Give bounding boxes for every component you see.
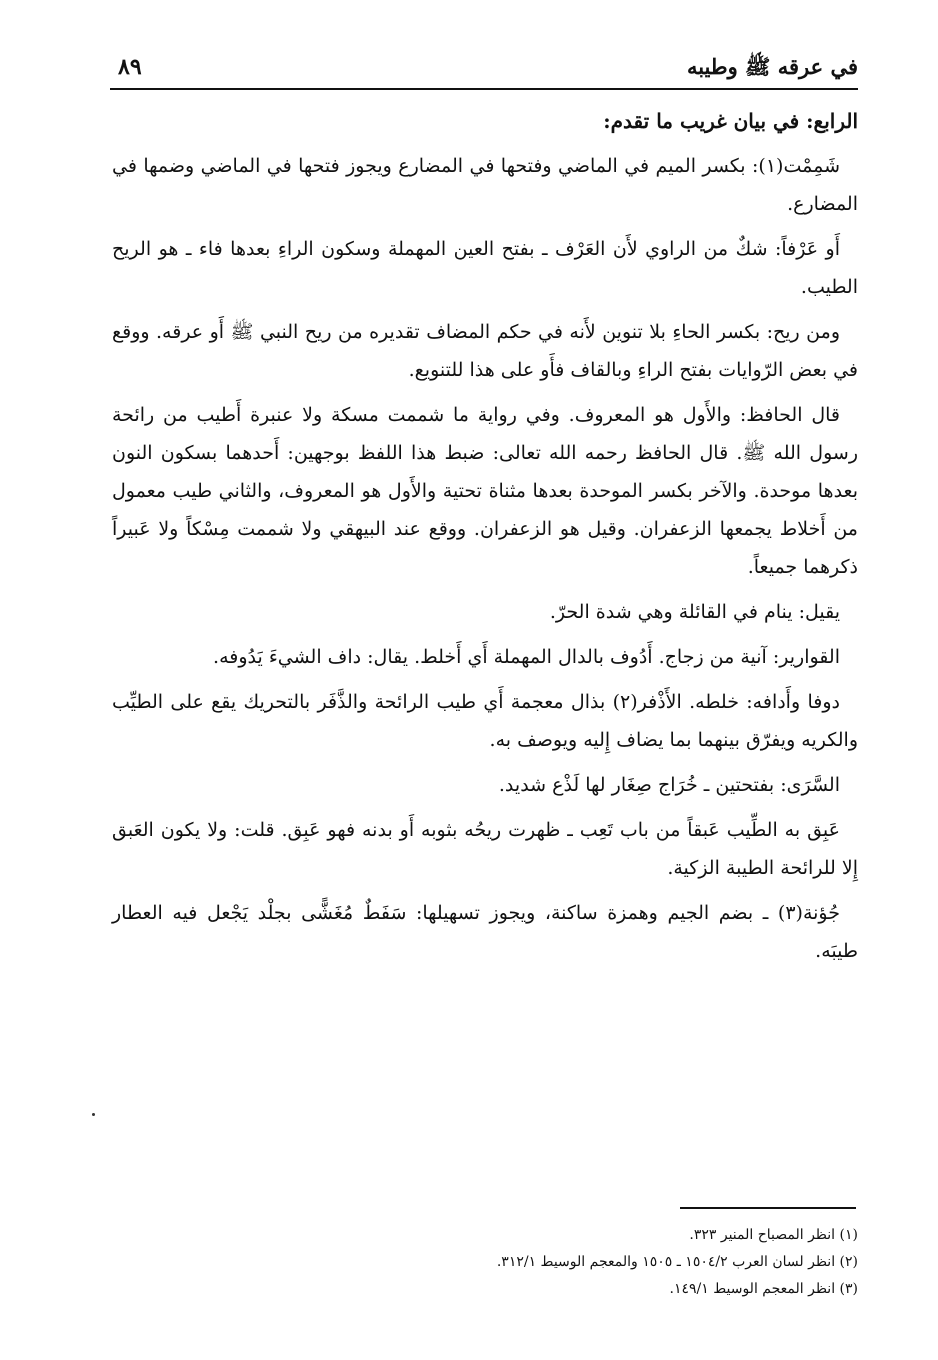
paragraph-juna: جُؤنة(٣) ـ بضم الجيم وهمزة ساكنة، ويجوز تسهيلها: سَفَطٌ مُغَشًّى بجلْد يَجْعل فيه العطار طيبَه.: [112, 902, 858, 962]
paragraph-min-rih: ومن ريح: بكسر الحاءِ بلا تنوين لأَنه في حكم المضاف تقديره من ريح النبي ﷺ أَو عرقه. ووقع في بعض الرّوايات بفتح الراءِ وبالقاف فأَو على هذا للتنويع.: [112, 321, 858, 381]
paragraph-qal-al-hafiz: قال الحافظ: والأَول هو المعروف. وفي رواية ما شممت مسكة ولا عنبرة أَطيب من رائحة رسول الله ﷺ. قال الحافظ رحمه الله تعالى: ضبط هذا اللفظ بوجهين: أَحدهما بسكون النون بعدها موحدة. والآخر بكسر الموحدة بعدها مثناة تحتية والأَول هو المعروف، والثاني طيب معمول من أَخلاط يجمعها الزعفران. وقيل هو الزعفران. ووقع عند البيهقي ولا شممت مِسْكاً ولا عَبيراً ذكرهما جميعاً.: [112, 404, 858, 578]
footnote-divider: [680, 1207, 856, 1209]
paragraph-sara: السَّرَى: بفتحتين ـ خُرَاج صِغَار لها لَذْع شديد.: [498, 774, 840, 796]
paragraph-yaqil: يقيل: ينام في القائلة وهي شدة الحرّ.: [549, 601, 840, 623]
section-heading: الرابع: في بيان غريب ما تقدم:: [603, 109, 858, 133]
paragraph-adafahu: دوفا وأَدافه: خلطه. الأَذْفر(٢) بذال معجمة أَي طيب الرائحة والذَّفَر بالتحريك يقع على الطيِّب والكريه ويفرّق بينهما بما يضاف إِليه ويوصف به.: [112, 691, 858, 751]
footnote-2: (٢) انظر لسان العرب ١٥٠٤/٢ ـ ١٥٠٥ والمعجم الوسيط ٣١٢/١.: [496, 1254, 858, 1270]
footnote-3: (٣) انظر المعجم الوسيط ١٤٩/١.: [669, 1281, 858, 1297]
scan-speck: [92, 1113, 95, 1116]
running-header: [110, 52, 858, 90]
paragraph-shamimt: شَمِمْت(١): بكسر الميم في الماضي وفتحها في المضارع ويجوز فتحها في الماضي وضمها في المضارع.: [112, 155, 858, 215]
page-number: ٨٩: [118, 54, 142, 80]
paragraph-arfan: أَو عَرْفاً: شكٌ من الراوي لأَن العَرْف ـ بفتح العين المهملة وسكون الراءِ بعدها فاء ـ هو الريح الطيب.: [112, 238, 858, 298]
main-text: [112, 102, 858, 977]
paragraph-abiqa: عَبِق به الطِّيب عَبقاً من باب تَعِب ـ ظهرت ريحُه بثوبه أَو بدنه فهو عَبِق. قلت: ولا يكون العَبق إِلا للرائحة الطيبة الزكية.: [112, 819, 858, 879]
header-divider: [110, 88, 858, 90]
footnotes: [112, 1222, 858, 1303]
running-header-title: في عرقه ﷺ وطيبه: [686, 54, 858, 79]
footnote-1: (١) انظر المصباح المنير ٣٢٣.: [689, 1227, 858, 1243]
paragraph-qawarir: القوارير: آنية من زجاج. أَدُوف بالدال المهملة أَي أَخلط. يقال: داف الشيءَ يَدُوفه.: [213, 646, 840, 668]
